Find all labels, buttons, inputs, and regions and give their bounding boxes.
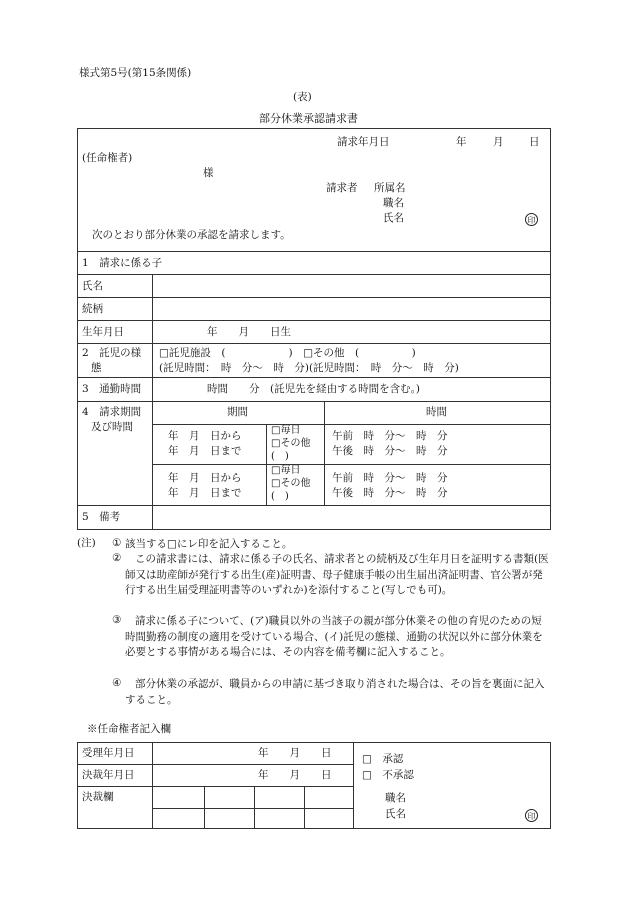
note3-number: ③: [112, 614, 122, 626]
child-birth-value: 年 月 日生: [207, 326, 291, 338]
remarks-label: 5 備考: [82, 511, 121, 523]
period-head-period: 期間: [227, 406, 248, 418]
care-label-line1: 2 託児の様: [82, 347, 142, 359]
requester-label: 請求者: [326, 182, 358, 194]
child-birth-label: 生年月日: [82, 326, 124, 338]
period-row1-from: 年 月 日から: [168, 430, 242, 442]
name-label: 氏名: [383, 212, 404, 224]
period-row2-from: 年 月 日から: [168, 472, 242, 484]
period-row1-to: 年 月 日まで: [168, 445, 242, 457]
care-options[interactable]: □託児施設 ( ) □その他 ( ): [159, 347, 416, 359]
request-statement: 次のとおり部分休業の承認を請求します。: [92, 229, 291, 241]
seal-icon: 印: [525, 213, 538, 226]
care-label-line2: 態: [91, 362, 102, 374]
period-row1-opt-paren: ( ): [271, 451, 289, 462]
period-label-line1: 4 請求期間: [82, 406, 142, 418]
period-row2-opt-other[interactable]: □その他: [271, 478, 311, 489]
note3-text: 請求に係る子について、(ア)職員以外の当該子の親が部分休業その他の育児のための短時間勤務の制度の適用を受けている場合、(イ)託児の態様、通勤の状況以外に部分休業を必要とする事情がある場合には、その内容を備考欄に記入すること。: [125, 615, 543, 658]
child-section-label: 1 請求に係る子: [82, 257, 163, 269]
period-row1-opt-other[interactable]: □その他: [271, 438, 311, 449]
appointer-label: (任命権者): [82, 152, 133, 164]
care-times: (託児時間： 時 分〜 時 分)(託児時間： 時 分〜 時 分): [159, 362, 459, 374]
approval-column-label: 決裁欄: [82, 791, 114, 803]
request-day: 日: [529, 136, 540, 148]
appointer-section-title: ※任命権者記入欄: [87, 723, 171, 735]
form-number: 様式第5号(第15条関係): [79, 67, 192, 79]
decided-date-label: 決裁年月日: [82, 769, 135, 781]
request-form-table: [77, 128, 551, 530]
commute-label: 3 通勤時間: [82, 383, 142, 395]
appointer-position-label: 職名: [385, 792, 406, 804]
received-date-label: 受理年月日: [82, 747, 135, 759]
period-row2-opt-daily[interactable]: □毎日: [271, 465, 301, 476]
appointer-name-label: 氏名: [385, 808, 406, 820]
child-relation-label: 続柄: [82, 303, 103, 315]
period-row1-pm: 午後 時 分〜 時 分: [332, 445, 448, 457]
note2-number: ②: [112, 552, 122, 564]
form-side: (表): [293, 91, 312, 103]
affiliation-label: 所属名: [374, 182, 406, 194]
period-row2-to: 年 月 日まで: [168, 487, 242, 499]
received-date-value: 年 月 日: [258, 747, 332, 759]
period-row1-am: 午前 時 分〜 時 分: [332, 430, 448, 442]
note4-text: 部分休業の承認が、職員からの申請に基づき取り消された場合は、その旨を裏面に記入すること。: [125, 678, 545, 706]
request-date-label: 請求年月日: [337, 136, 390, 148]
sama-label: 様: [203, 167, 214, 179]
notes-prefix: (注): [77, 537, 96, 549]
note4-number: ④: [112, 677, 122, 689]
page-title: 部分休業承認請求書: [259, 112, 358, 125]
note1-text: 該当する□にレ印を記入すること。: [125, 538, 293, 550]
period-head-time: 時間: [426, 406, 447, 418]
note1-number: ①: [112, 537, 122, 549]
period-row2-am: 午前 時 分〜 時 分: [332, 472, 448, 484]
child-name-label: 氏名: [82, 280, 103, 292]
appointer-seal-icon: 印: [525, 809, 538, 822]
period-row2-opt-paren: ( ): [271, 491, 289, 502]
note2-text: この請求書には、請求に係る子の氏名、請求者との続柄及び生年月日を証明する書類(医師又は助産師が発行する出生(産)証明書、母子健康手帳の出生届出済証明書、官公署が発行する出生届受理証明書等のいずれか)を添付すること(写しでも可)。: [125, 553, 549, 596]
decided-date-value: 年 月 日: [258, 769, 332, 781]
approve-checkbox[interactable]: □ 承認: [362, 753, 404, 765]
position-label: 職名: [383, 197, 404, 209]
commute-value: 時間 分 (託児先を経由する時間を含む。): [207, 383, 420, 395]
reject-checkbox[interactable]: □ 不承認: [362, 769, 414, 781]
period-label-line2: 及び時間: [91, 421, 133, 433]
request-month: 月: [493, 136, 504, 148]
period-row2-pm: 午後 時 分〜 時 分: [332, 487, 448, 499]
period-row1-opt-daily[interactable]: □毎日: [271, 425, 301, 436]
request-year: 年: [456, 136, 467, 148]
